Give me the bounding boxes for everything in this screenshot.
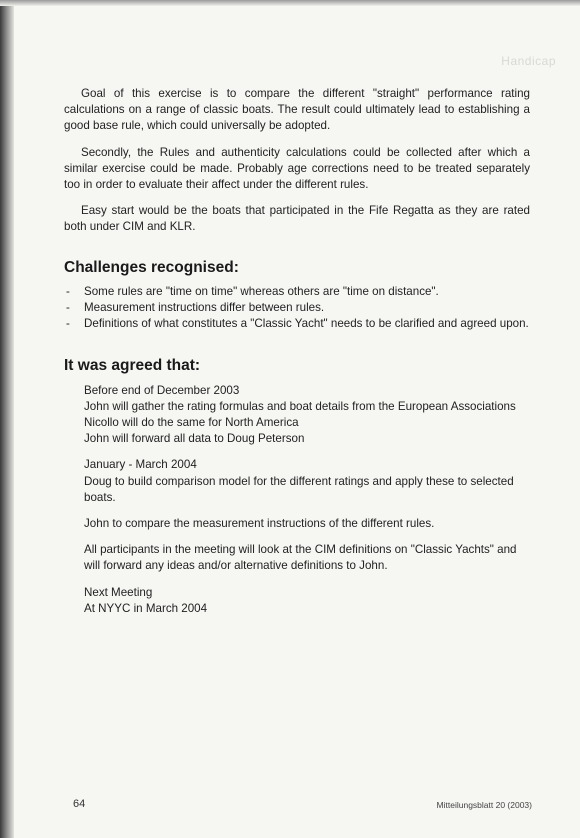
- challenge-item: - Definitions of what constitutes a "Classic Yacht" needs to be clarified and agreed upon.: [64, 316, 530, 332]
- bleed-through-header: Handicap: [501, 54, 556, 68]
- agreed-line: Doug to build comparison model for the different ratings and apply these to selected boats.: [84, 474, 514, 504]
- agreed-heading: It was agreed that:: [64, 357, 201, 375]
- challenge-item: - Some rules are "time on time" whereas others are "time on distance".: [64, 284, 530, 300]
- agreed-line: John to compare the measurement instructions of the different rules.: [84, 517, 435, 531]
- agreed-line: John will forward all data to Doug Peterson: [84, 432, 305, 446]
- scan-edge: [0, 0, 14, 838]
- agreed-section: [64, 383, 530, 617]
- intro-paragraph-2: Secondly, the Rules and authenticity calculations could be collected after which a similar exercise could be made. Probably age corrections need to be treated separately too in order to evaluate their affect under the different rules.: [64, 145, 530, 192]
- challenges-list: [64, 284, 530, 333]
- challenges-heading: Challenges recognised:: [64, 258, 239, 276]
- intro-paragraph-3: Easy start would be the boats that participated in the Fife Regatta as they are rated both under CIM and KLR.: [64, 204, 530, 234]
- agreed-date-1: Before end of December 2003: [84, 383, 240, 397]
- next-meeting-label: Next Meeting: [84, 585, 153, 599]
- agreed-line: John will gather the rating formulas and boat details from the European Associations: [84, 399, 516, 413]
- next-meeting-detail: At NYYC in March 2004: [84, 601, 208, 615]
- agreed-date-2: January - March 2004: [84, 458, 197, 472]
- intro-paragraph-1: Goal of this exercise is to compare the different "straight" performance rating calculations on a range of classic boats. The result could ultimately lead to establishing a good base rule, which could universally be adopted.: [64, 87, 530, 133]
- agreed-line: All participants in the meeting will look at the CIM definitions on "Classic Yachts" and will forward any ideas and/or alternative definitions to John.: [84, 543, 517, 573]
- agreed-line: Nicollo will do the same for North America: [84, 416, 299, 430]
- page-body: [64, 86, 530, 617]
- page-number: 64: [73, 798, 86, 810]
- publication-info: Mitteilungsblatt 20 (2003): [436, 800, 532, 810]
- scan-top-edge: [0, 0, 580, 6]
- challenge-item: - Measurement instructions differ between rules.: [64, 300, 530, 316]
